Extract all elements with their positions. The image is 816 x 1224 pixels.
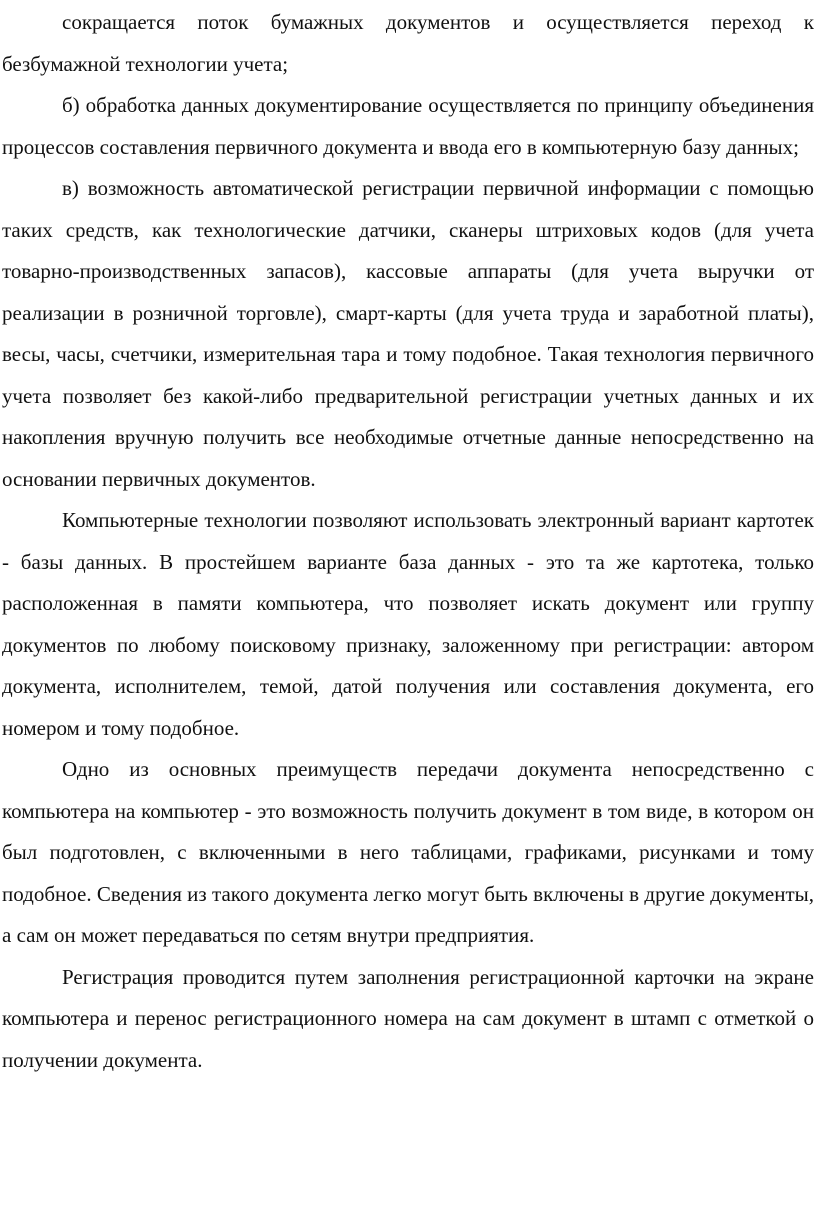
paragraph-computer-technologies: Компьютерные технологии позволяют использовать электронный вариант картотек - базы данных. В простейшем варианте база данных - это та же картотека, только расположенная в памяти компьютера, что позволяет искать документ или группу документов по любому поисковому признаку, заложенному при регистрации: автором документа, исполнителем, темой, датой получения или составления документа, его номером и тому подобное.: [2, 508, 814, 740]
paragraph-document-transfer: Одно из основных преимуществ передачи документа непосредственно с компьютера на компьютер - это возможность получить документ в том виде, в котором он был подготовлен, с включенными в него таблицами, графиками, рисунками и тому подобное. Сведения из такого документа легко могут быть включены в другие документы, а сам он может передаваться по сетям внутри предприятия.: [2, 757, 814, 947]
paragraph-item-b: б) обработка данных документирование осуществляется по принципу объединения процессов составления первичного документа и ввода его в компьютерную базу данных;: [2, 93, 814, 159]
paragraph-continuation: сокращается поток бумажных документов и осуществляется переход к безбумажной технологии учета;: [2, 10, 814, 76]
paragraph-registration: Регистрация проводится путем заполнения регистрационной карточки на экране компьютера и перенос регистрационного номера на сам документ в штамп с отметкой о получении документа.: [2, 964, 814, 1072]
paragraph-item-v: в) возможность автоматической регистрации первичной информации с помощью таких средств, как технологические датчики, сканеры штриховых кодов (для учета товарно-производственных запасов), кассовые аппараты (для учета выручки от реализации в розничной торговле), смарт-карты (для учета труда и заработной платы), весы, часы, счетчики, измерительная тара и тому подобное. Такая технология первичного учета позволяет без какой-либо предварительной регистрации учетных данных и их накопления вручную получить все необходимые отчетные данные непосредственно на основании первичных документов.: [2, 176, 814, 491]
